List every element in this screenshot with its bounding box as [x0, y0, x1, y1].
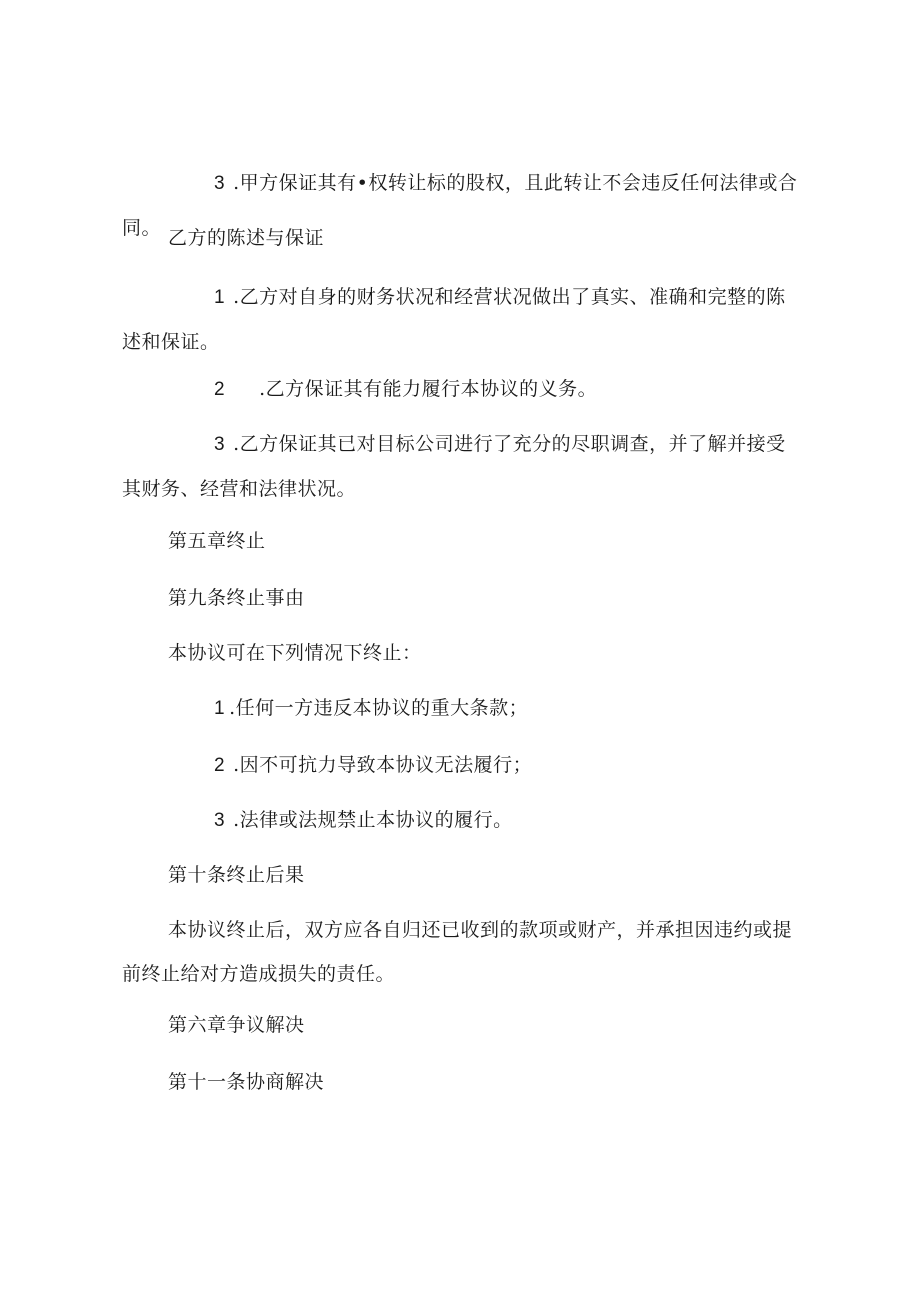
paragraph-text: 第十一条协商解决 [168, 1071, 325, 1093]
item-number: 1 [214, 698, 226, 719]
list-item-termination-2 [122, 743, 798, 788]
item-number: 2 [214, 379, 226, 400]
paragraph-text: 第五章终止 [168, 530, 266, 552]
paragraph-party-b-warranty-3 [122, 422, 798, 511]
paragraph-text: .任何一方违反本协议的重大条款； [229, 697, 529, 719]
paragraph-text: 第十条终止后果 [168, 864, 305, 886]
paragraph-text: 本协议可在下列情况下终止： [168, 642, 422, 664]
paragraph-termination-consequences [122, 908, 798, 996]
paragraph-text: 第六章争议解决 [168, 1014, 305, 1036]
article-heading-termination-consequences [122, 853, 798, 897]
paragraph-text: .乙方对自身的财务状况和经营状况做出了真实、准确和完整的陈述和保证。 [122, 286, 786, 353]
paragraph-text: .乙方保证其有能力履行本协议的义务。 [259, 378, 598, 400]
section-heading-party-b-warranties [122, 216, 798, 260]
paragraph-text: 本协议终止后，双方应各自归还已收到的款项或财产，并承担因违约或提前终止给对方造成损失的责任。 [122, 919, 793, 985]
paragraph-text: .乙方保证其已对目标公司进行了充分的尽职调查，并了解并接受其财务、经营和法律状况。 [122, 433, 786, 500]
paragraph-text: .甲方保证其有•权转让标的股权，且此转让不会违反任何法律或合同。 [122, 172, 798, 239]
item-number: 2 [214, 755, 226, 776]
item-number: 3 [214, 810, 226, 831]
paragraph-termination-intro [122, 631, 798, 675]
item-number: 1 [214, 287, 226, 308]
paragraph-text: .法律或法规禁止本协议的履行。 [233, 809, 513, 831]
item-number: 3 [214, 173, 226, 194]
paragraph-text: 乙方的陈述与保证 [168, 227, 325, 249]
article-heading-termination-causes [122, 576, 798, 620]
chapter-heading-dispute-resolution [122, 1003, 798, 1047]
list-item-termination-1 [122, 686, 798, 731]
chapter-heading-termination [122, 519, 798, 563]
paragraph-party-b-warranty-2 [122, 367, 798, 412]
paragraph-text: 第九条终止事由 [168, 587, 305, 609]
paragraph-party-b-warranty-1 [122, 275, 798, 364]
list-item-termination-3 [122, 798, 798, 843]
item-number: 3 [214, 434, 226, 455]
paragraph-text: .因不可抗力导致本协议无法履行； [233, 754, 533, 776]
article-heading-negotiation [122, 1060, 798, 1104]
